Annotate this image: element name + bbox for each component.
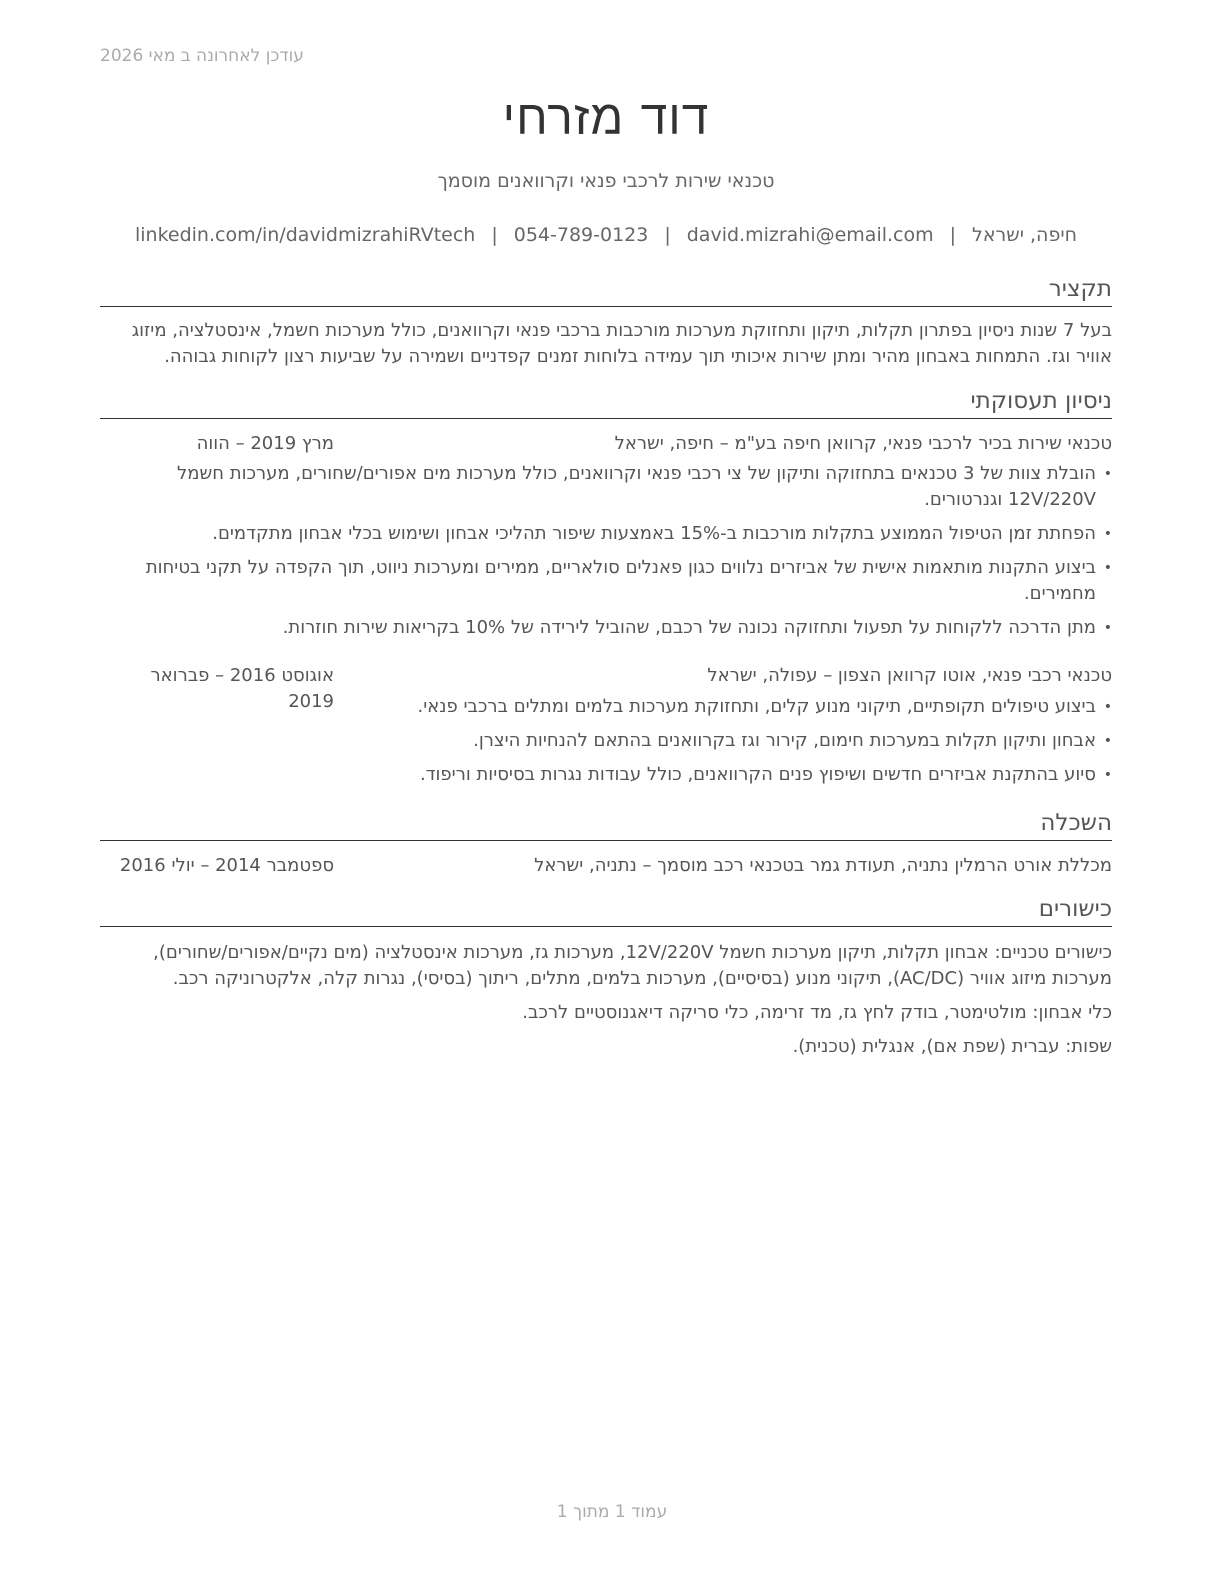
job-bullet: • ביצוע טיפולים תקופתיים, תיקוני מנוע קלים, ותחזוקת מערכות בלמים ומתלים ברכבי פנאי. <box>100 694 1112 720</box>
job-bullets <box>100 461 1112 649</box>
page-number: עמוד 1 מתוך 1 <box>556 1502 668 1522</box>
education-entry <box>100 853 1112 879</box>
contact-phone[interactable]: 054-789-0123 <box>513 224 649 246</box>
job-bullet: • הובלת צוות של 3 טכנאים בתחזוקה ותיקון של צי רכבי פנאי וקרוואנים, כולל מערכות מים אפורים/שחורים, מערכות חשמל 12V/220V וגנרטורים. <box>100 461 1112 513</box>
job-bullet: • אבחון ותיקון תקלות במערכות חימום, קירור וגז בקרוואנים בהתאם להנחיות היצרן. <box>100 728 1112 754</box>
job-bullet: • הפחתת זמן הטיפול הממוצע בתקלות מורכבות ב-15% באמצעות שיפור תהליכי אבחון ושימוש בכלי אבחון מתקדמים. <box>100 521 1112 547</box>
contact-line <box>100 224 1112 246</box>
contact-separator: | <box>491 224 498 246</box>
last-updated-note: עודכן לאחרונה ב מאי 2026 <box>100 46 304 66</box>
education-heading: השכלה <box>100 808 1112 841</box>
job-dates: מרץ 2019 – הווה <box>196 433 334 454</box>
skills-technical: כישורים טכניים: אבחון תקלות, תיקון מערכות חשמל 12V/220V, מערכות גז, מערכות אינסטלציה (מים נקיים/אפורים/שחורים), מערכות מיזוג אוויר (AC/DC), תיקוני מנוע (בסיסיים), מערכות בלמים, מתלים, ריתוך (בסיסי), נגרות קלה, אלקטרוניקה רכב. <box>153 942 1112 989</box>
resume-page <box>100 0 1112 1584</box>
contact-separator: | <box>949 224 957 246</box>
skills-tools: כלי אבחון: מולטימטר, בודק לחץ גז, מד זרימה, כלי סריקה דיאגנוסטיים לרכב. <box>522 1002 1112 1023</box>
skills-heading: כישורים <box>100 894 1112 927</box>
contact-email[interactable]: david.mizrahi@email.com <box>686 224 934 246</box>
job-bullet: • מתן הדרכה ללקוחות על תפעול ותחזוקה נכונה של רכבם, שהוביל לירידה של 10% בקריאות שירות חוזרות. <box>100 615 1112 641</box>
job-role: טכנאי שירות בכיר לרכבי פנאי, קרוואן חיפה בע"מ – חיפה, ישראל <box>614 433 1112 454</box>
contact-linkedin[interactable]: linkedin.com/in/davidmizrahiRVtech <box>134 224 476 246</box>
experience-heading: ניסיון תעסוקתי <box>100 386 1112 419</box>
summary-text: בעל 7 שנות ניסיון בפתרון תקלות, תיקון ותחזוקת מערכות מורכבות ברכבי פנאי וקרוואנים, כולל מערכות חשמל, אינסטלציה, מיזוג אוויר וגז. התמחות באבחון מהיר ומתן שירות איכותי תוך עמידה בלוחות זמנים קפדניים ושמירה על שביעות רצון לקוחות גבוהה. <box>131 320 1112 367</box>
education-dates: ספטמבר 2014 – יולי 2016 <box>119 855 334 876</box>
job-dates: אוגוסט 2016 – פברואר 2019 <box>150 665 334 712</box>
job-bullet: • סיוע בהתקנת אביזרים חדשים ושיפוץ פנים הקרוואנים, כולל עבודות נגרות בסיסיות וריפוד. <box>100 762 1112 788</box>
job-bullet: • ביצוע התקנות מותאמות אישית של אביזרים נלווים כגון פאנלים סולאריים, ממירים ומערכות ניווט, תוך הקפדה על תקני בטיחות מחמירים. <box>100 555 1112 607</box>
job-role: טכנאי רכבי פנאי, אוטו קרוואן הצפון – עפולה, ישראל <box>707 665 1112 686</box>
job-bullets <box>100 694 1112 796</box>
contact-separator: | <box>664 224 671 246</box>
candidate-title: טכנאי שירות לרכבי פנאי וקרוואנים מוסמך <box>437 170 775 192</box>
job-header <box>100 431 1112 457</box>
skills-languages: שפות: עברית (שפת אם), אנגלית (טכנית). <box>792 1036 1112 1057</box>
contact-location: חיפה, ישראל <box>972 224 1078 246</box>
candidate-name: דוד מזרחי <box>502 90 710 146</box>
summary-heading: תקציר <box>100 274 1112 307</box>
education-institution: מכללת אורט הרמלין נתניה, תעודת גמר בטכנאי רכב מוסמך – נתניה, ישראל <box>534 855 1112 876</box>
